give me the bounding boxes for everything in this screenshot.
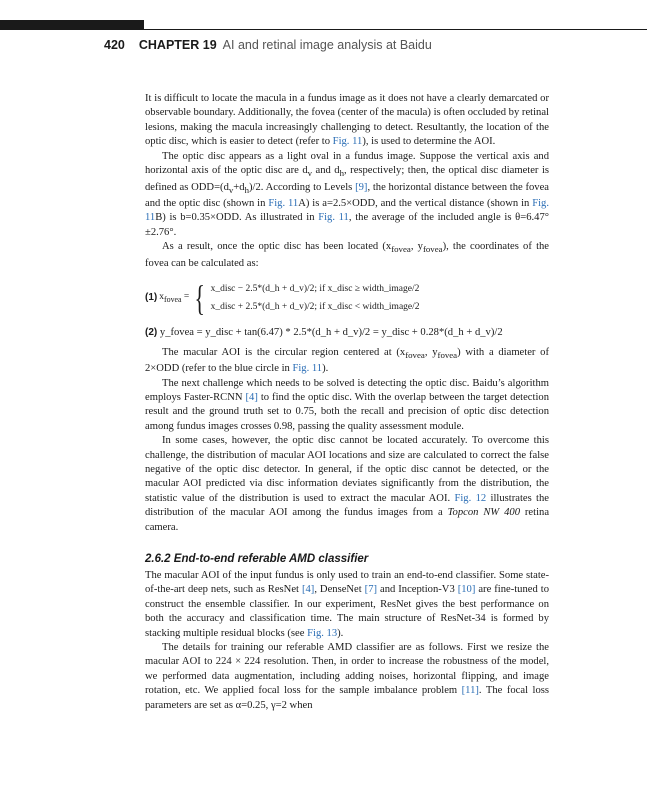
subscript: h (339, 168, 345, 179)
top-rule (144, 29, 647, 30)
text: , y (410, 241, 423, 253)
text: ). (337, 627, 344, 639)
top-bar (0, 20, 144, 30)
text: , respectively; then, the optical disc diameter is defined as ODD=(d (145, 165, 550, 193)
figure-link[interactable]: Fig. 12 (454, 492, 487, 504)
paragraph-7 (145, 569, 549, 641)
equation-expression: y_fovea = y_disc + tan(6.47) * 2.5*(d_h + d_v)/2 = y_disc + 0.28*(d_h + d_v)/2 (159, 327, 503, 339)
text: The macular AOI of the input fundus is only used to train an end-to-end classifier. Some state-of-the-art deep nets, such as ResNet (145, 570, 549, 596)
text: . The focal loss parameters are set as α=0.25, γ=2 when (145, 685, 549, 711)
text: , the horizontal distance between the fovea and the optic disc (shown in (145, 181, 550, 210)
text: , the average of the included angle is θ=6.47°±2.76°. (145, 212, 549, 238)
paragraph-1 (145, 92, 549, 150)
equation-label: (1) (145, 292, 158, 303)
section-number: 2.6.2 (145, 553, 171, 565)
case-2: x_disc + 2.5*(d_h + d_v)/2; if x_disc < width_image/2 (210, 302, 420, 313)
figure-link[interactable]: Fig. 11 (332, 136, 363, 148)
figure-link[interactable]: Fig. 11 (145, 198, 549, 224)
text: The next challenge which needs to be solved is detecting the optic disc. Baidu’s algorithm employs Faster-RCNN (145, 377, 549, 403)
subscript: fovea (422, 244, 443, 255)
section-heading (145, 551, 549, 567)
text: The macular AOI is the circular region centered at (x (162, 346, 406, 358)
section-title: End-to-end referable AMD classifier (173, 553, 369, 565)
subscript: h (244, 184, 249, 195)
chapter-label: CHAPTER 19 (138, 38, 217, 52)
equation-cases (211, 282, 420, 315)
figure-link[interactable]: Fig. 11 (292, 363, 323, 375)
case-1: x_disc − 2.5*(d_h + d_v)/2; if x_disc ≥ width_image/2 (210, 283, 420, 294)
chapter-title: AI and retinal image analysis at Baidu (222, 38, 432, 52)
lhs-var: x (159, 291, 164, 302)
text: The details for training our referable AMD classifier are as follows. First we resize the macular AOI to 224 × 224 resolution. Then, in order to increase the robustness of the model, we performed data augmentation, including adding noises, horizontal flipping, and image rotation, etc. We applied focal loss for the sample imbalance problem (145, 642, 549, 697)
text: ). (322, 363, 329, 375)
text: In some cases, however, the optic disc cannot be located accurately. To overcome this challenge, the distribution of macular AOI locations and size are calculated to correct the false negative of the optic disc detector. In general, if the optic disc cannot be detected, or the macular AOI predicted via disc information deviates significantly from the distribution, the statistic value of the distribution is used to extract the macular AOI. (145, 435, 549, 504)
text: A) is a=2.5×ODD, and the vertical distance (shown in (298, 198, 533, 210)
equation-1 (145, 273, 549, 323)
text: , y (424, 346, 438, 358)
text: +d (233, 181, 245, 193)
paragraph-2 (145, 150, 549, 241)
figure-link[interactable]: Fig. 11 (318, 212, 349, 224)
text: ), the coordinates of the fovea can be calculated as: (145, 241, 550, 269)
figure-link[interactable]: Fig. 11 (268, 198, 299, 210)
paragraph-6 (145, 434, 549, 535)
citation-link[interactable]: [9] (355, 181, 368, 193)
text: The optic disc appears as a light oval in a fundus image. Suppose the vertical axis and horizontal axis of the optic disc are d (145, 150, 549, 177)
subscript: v (228, 184, 234, 195)
text: to find the optic disc. With the overlap between the target detection result and the ground truth set to 0.75, both the recall and precision of optic disc detection among fundus images crosses 0.98, passing the quality assessment module. (145, 391, 549, 432)
page-body (145, 92, 549, 713)
brace-glyph: { (194, 278, 206, 319)
paragraph-5 (145, 377, 549, 435)
text: As a result, once the optic disc has been located (x (162, 241, 392, 253)
text: illustrates the distribution of the macular AOI among the fundus images from a (145, 492, 549, 519)
equation-label: (2) (145, 327, 158, 339)
page-number: 420 (104, 38, 125, 52)
citation-link[interactable]: [4] (301, 584, 315, 596)
text: and Inception-V3 (377, 584, 458, 596)
equation-lhs: $x_{fovea}$ = (159, 291, 190, 304)
text: retina camera. (145, 507, 550, 533)
citation-link[interactable]: [4] (245, 391, 258, 403)
text: It is difficult to locate the macula in a fundus image as it does not have a clearly demarcated or observable boundary. Additionally, the fovea (center of the macula) is often occluded by retinal lesions, making the macula increasingly challenging to detect. Resultantly, the location of the optic disc, which is easier to detect (refer to (145, 93, 549, 148)
italic-text: Topcon NW 400 (447, 507, 521, 519)
running-header (104, 38, 432, 52)
subscript: fovea (391, 244, 411, 255)
lhs-sub: fovea (163, 294, 182, 304)
citation-link[interactable]: [10] (457, 584, 476, 596)
text: ) with a diameter of 2×ODD (refer to the blue circle in (145, 346, 549, 375)
text: and d (312, 165, 340, 177)
text: B) is b=0.35×ODD. As illustrated in (155, 212, 319, 224)
text: )/2. According to Levels (249, 181, 356, 193)
text: ), is used to determine the AOI. (362, 136, 496, 148)
citation-link[interactable]: [11] (461, 685, 479, 697)
text: are fine-tuned to construct the ensemble classifier. In our experiment, ResNet gives the best performance on both the accuracy and classification time. The main structure of ResNet-34 is formed by stacking multiple residual blocks (see (145, 584, 549, 639)
subscript: fovea (437, 349, 458, 360)
figure-link[interactable]: Fig. 13 (307, 627, 338, 639)
text: , DenseNet (314, 584, 365, 596)
citation-link[interactable]: [7] (364, 584, 378, 596)
equation-2 (145, 326, 549, 340)
subscript: v (307, 168, 313, 179)
subscript: fovea (405, 349, 425, 360)
paragraph-3 (145, 240, 549, 271)
paragraph-8 (145, 641, 549, 713)
paragraph-4 (145, 346, 549, 377)
